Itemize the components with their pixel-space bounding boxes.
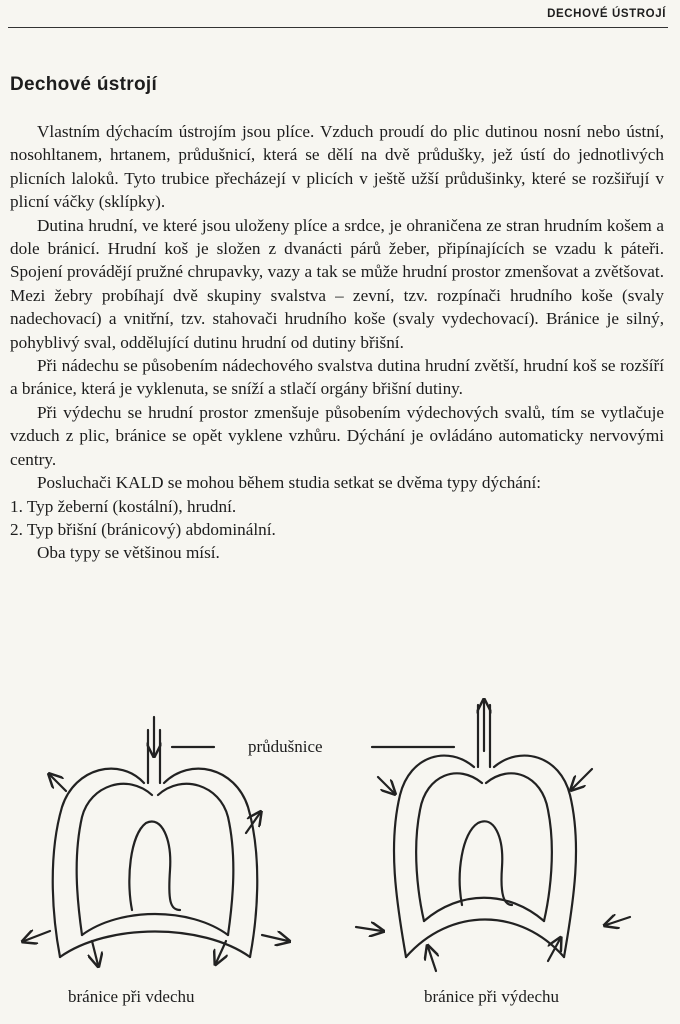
- paragraph-thorax: Dutina hrudní, ve které jsou uloženy plíce a srdce, je ohraničena ze stran hrudním košem a dole bránicí. Hrudní koš je složen z dvanácti párů žeber, připínajících se vzadu k páteři. Spojení provádějí pružné chrupavky, vazy a tak se může hrudní prostor zmenšovat a zvětšovat. Mezi žebry probíhají dvě skupiny svalstva – zevní, tzv. rozpínači hrudního koše (svaly nadechovací) a vnitřní, tzv. stahovači hrudního koše (svaly vydechovací). Bránice je silný, pohyblivý sval, oddělující dutinu hrudní od dutiny břišní.: [10, 215, 664, 352]
- heart: [460, 821, 512, 905]
- section-title: Dechové ústrojí: [10, 74, 158, 95]
- paragraph-exhalation: Při výdechu se hrudní prostor zmenšuje působením výdechových svalů, tím se vytlačuje vzduch z plic, bránice se opět vyklene vzhůru. Dýchání je ovládáno automaticky nervovými centry.: [10, 402, 664, 469]
- arrow-out-icon: [262, 935, 288, 941]
- arrow-out-icon: [24, 931, 50, 941]
- arrow-out-icon: [50, 775, 66, 791]
- list-item: 2. Typ břišní (bránicový) abdominální.: [10, 519, 276, 539]
- right-lung-outer: [494, 756, 576, 957]
- lungs-exhale-illustration: [356, 701, 630, 971]
- arrow-in-icon: [378, 777, 394, 793]
- arrow-in-icon: [356, 927, 382, 931]
- running-head: DECHOVÉ ÚSTROJÍ: [547, 8, 666, 20]
- caption-exhale: bránice při výdechu: [424, 987, 559, 1006]
- lungs-drawing: [0, 695, 680, 1024]
- right-lung-outer: [164, 769, 257, 957]
- arrow-in-icon: [572, 769, 592, 789]
- paragraph-inhalation: Při nádechu se působením nádechového svalstva dutina hrudní zvětší, hrudní koš se rozšíří a bránice, která je vyklenuta, se sníží a stlačí orgány břišní dutiny.: [10, 356, 664, 399]
- arrow-down-icon: [216, 941, 226, 963]
- lungs-diagram: [0, 695, 680, 1024]
- paragraph-mixed: Oba typy se většinou mísí.: [37, 543, 220, 563]
- breathing-types-list: [10, 495, 664, 542]
- body-text: [10, 120, 664, 565]
- arrow-down-icon: [92, 941, 98, 965]
- arrow-up-icon: [428, 947, 436, 971]
- trachea-label: průdušnice: [248, 737, 323, 756]
- diaphragm: [424, 898, 544, 921]
- header-rule: [8, 27, 668, 28]
- list-item: 1. Typ žeberní (kostální), hrudní.: [10, 496, 237, 516]
- heart: [129, 821, 180, 910]
- paragraph-airways: Vlastním dýchacím ústrojím jsou plíce. Vzduch proudí do plic dutinou nosní nebo ústní, nosohltanem, hrtanem, průdušnicí, která se dělí na dvě průdušky, jež ústí do jednotlivých plicních laloků. Tyto trubice přecházejí v plicích v ještě užší průdušinky, které se rozšiřují v plicní váčky (sklípky).: [10, 122, 664, 212]
- arrow-in-icon: [606, 917, 630, 925]
- left-lung-inner: [77, 784, 152, 935]
- paragraph-breathing-types-intro: Posluchači KALD se mohou během studia setkat se dvěma typy dýchání:: [37, 473, 542, 493]
- caption-inhale: bránice při vdechu: [68, 987, 195, 1006]
